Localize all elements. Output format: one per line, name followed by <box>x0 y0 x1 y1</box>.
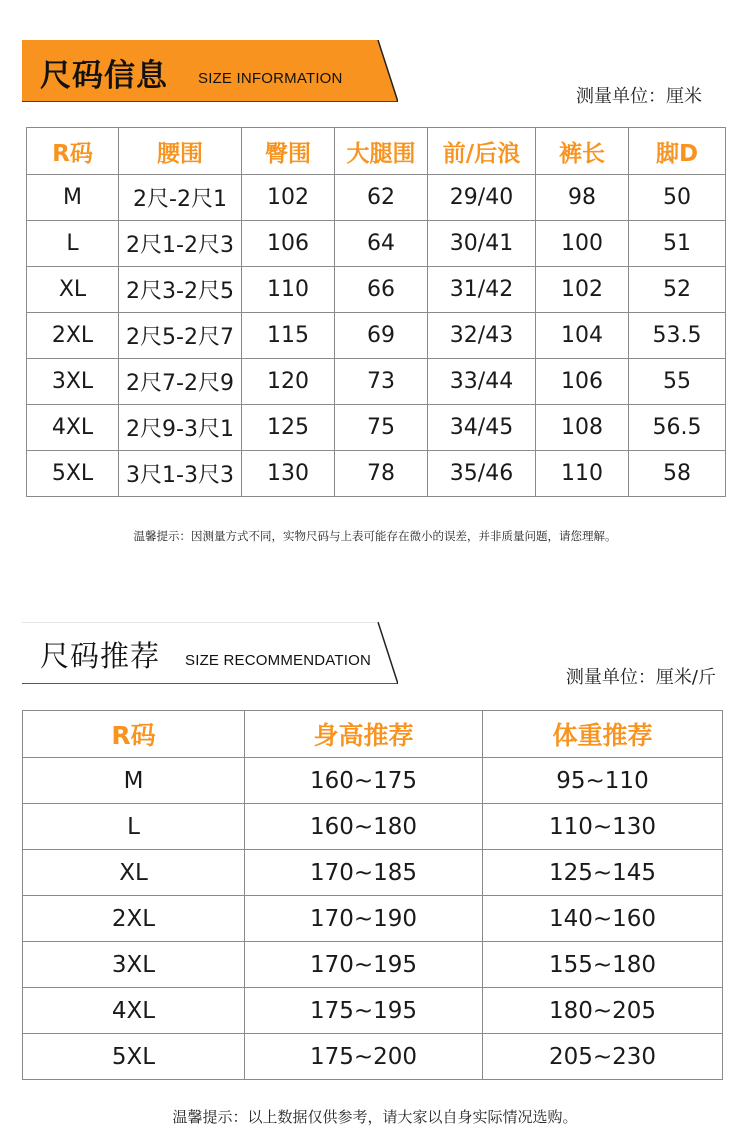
table-cell: XL <box>23 850 245 896</box>
table-cell: 140~160 <box>483 896 723 942</box>
table-cell: 3XL <box>23 942 245 988</box>
table-cell: L <box>23 804 245 850</box>
table-cell: 2尺9-3尺1 <box>119 405 242 451</box>
table-row <box>23 896 723 942</box>
table-cell: 52 <box>629 267 726 313</box>
table-cell: 30/41 <box>428 221 536 267</box>
table-cell: 106 <box>536 359 629 405</box>
size-recommendation-title: 尺码推荐 <box>40 639 161 673</box>
column-header: 身高推荐 <box>245 711 483 758</box>
table-cell: 104 <box>536 313 629 359</box>
table-cell: 175~195 <box>245 988 483 1034</box>
table-cell: 130 <box>242 451 335 497</box>
table-row <box>27 405 726 451</box>
table-cell: 160~180 <box>245 804 483 850</box>
table-cell: M <box>27 175 119 221</box>
table-cell: 2尺1-2尺3 <box>119 221 242 267</box>
table-cell: 4XL <box>23 988 245 1034</box>
table-row <box>27 175 726 221</box>
size-recommendation-banner <box>22 622 398 684</box>
table-cell: 5XL <box>23 1034 245 1080</box>
column-header: 体重推荐 <box>483 711 723 758</box>
table-cell: 34/45 <box>428 405 536 451</box>
table-cell: 51 <box>629 221 726 267</box>
table-cell: 110 <box>242 267 335 313</box>
table-cell: 108 <box>536 405 629 451</box>
table-row <box>27 313 726 359</box>
table-row <box>23 1034 723 1080</box>
column-header: 前/后浪 <box>428 128 536 175</box>
column-header: 裤长 <box>536 128 629 175</box>
table-cell: 155~180 <box>483 942 723 988</box>
table-row <box>23 850 723 896</box>
table-cell: 2尺-2尺1 <box>119 175 242 221</box>
table-cell: 66 <box>335 267 428 313</box>
column-header: 臀围 <box>242 128 335 175</box>
table-cell: 62 <box>335 175 428 221</box>
table-cell: 2XL <box>23 896 245 942</box>
table-cell: 2尺3-2尺5 <box>119 267 242 313</box>
table-row <box>23 988 723 1034</box>
table-row <box>23 758 723 804</box>
table-row <box>27 359 726 405</box>
table-cell: 2尺7-2尺9 <box>119 359 242 405</box>
table-cell: 115 <box>242 313 335 359</box>
table-cell: 170~185 <box>245 850 483 896</box>
table-cell: 110~130 <box>483 804 723 850</box>
table-cell: 102 <box>242 175 335 221</box>
table-header-row <box>27 128 726 175</box>
table-cell: 120 <box>242 359 335 405</box>
size-information-note: 温馨提示：因测量方式不同，实物尺码与上表可能存在微小的误差，并非质量问题，请您理解。 <box>133 529 617 543</box>
table-cell: L <box>27 221 119 267</box>
size-information-banner <box>22 40 398 102</box>
table-cell: 35/46 <box>428 451 536 497</box>
table-cell: 125~145 <box>483 850 723 896</box>
table-cell: 2XL <box>27 313 119 359</box>
table-cell: 3XL <box>27 359 119 405</box>
size-recommendation-subtitle: SIZE RECOMMENDATION <box>185 652 372 669</box>
size-information-title: 尺码信息 <box>40 58 168 94</box>
table-cell: 205~230 <box>483 1034 723 1080</box>
table-cell: 64 <box>335 221 428 267</box>
table-cell: 53.5 <box>629 313 726 359</box>
column-header: R码 <box>27 128 119 175</box>
table-cell: 180~205 <box>483 988 723 1034</box>
table-cell: 106 <box>242 221 335 267</box>
table-cell: 78 <box>335 451 428 497</box>
table-cell: 175~200 <box>245 1034 483 1080</box>
table-cell: 170~190 <box>245 896 483 942</box>
size-information-table <box>26 127 726 497</box>
size-recommendation-note: 温馨提示：以上数据仅供参考，请大家以自身实际情况选购。 <box>172 1108 578 1126</box>
table-cell: 125 <box>242 405 335 451</box>
table-cell: 5XL <box>27 451 119 497</box>
recommendation-unit-label: 测量单位：厘米/斤 <box>565 667 716 688</box>
table-cell: 4XL <box>27 405 119 451</box>
table-cell: 95~110 <box>483 758 723 804</box>
table-cell: 69 <box>335 313 428 359</box>
table-cell: 102 <box>536 267 629 313</box>
table-cell: 32/43 <box>428 313 536 359</box>
size-recommendation-table <box>22 710 723 1080</box>
table-cell: 31/42 <box>428 267 536 313</box>
table-cell: 56.5 <box>629 405 726 451</box>
table-row <box>23 804 723 850</box>
table-header-row <box>23 711 723 758</box>
measurement-unit-label: 测量单位：厘米 <box>576 86 702 107</box>
table-cell: 75 <box>335 405 428 451</box>
table-row <box>23 942 723 988</box>
table-cell: 3尺1-3尺3 <box>119 451 242 497</box>
table-cell: 100 <box>536 221 629 267</box>
table-row <box>27 451 726 497</box>
table-cell: 2尺5-2尺7 <box>119 313 242 359</box>
table-row <box>27 221 726 267</box>
table-cell: 160~175 <box>245 758 483 804</box>
table-cell: 170~195 <box>245 942 483 988</box>
table-cell: 50 <box>629 175 726 221</box>
table-cell: M <box>23 758 245 804</box>
table-cell: XL <box>27 267 119 313</box>
table-cell: 73 <box>335 359 428 405</box>
table-cell: 58 <box>629 451 726 497</box>
table-cell: 98 <box>536 175 629 221</box>
table-cell: 55 <box>629 359 726 405</box>
column-header: 脚D <box>629 128 726 175</box>
column-header: 腰围 <box>119 128 242 175</box>
column-header: R码 <box>23 711 245 758</box>
table-cell: 110 <box>536 451 629 497</box>
table-row <box>27 267 726 313</box>
table-cell: 33/44 <box>428 359 536 405</box>
table-cell: 29/40 <box>428 175 536 221</box>
size-information-subtitle: SIZE INFORMATION <box>198 70 343 87</box>
column-header: 大腿围 <box>335 128 428 175</box>
